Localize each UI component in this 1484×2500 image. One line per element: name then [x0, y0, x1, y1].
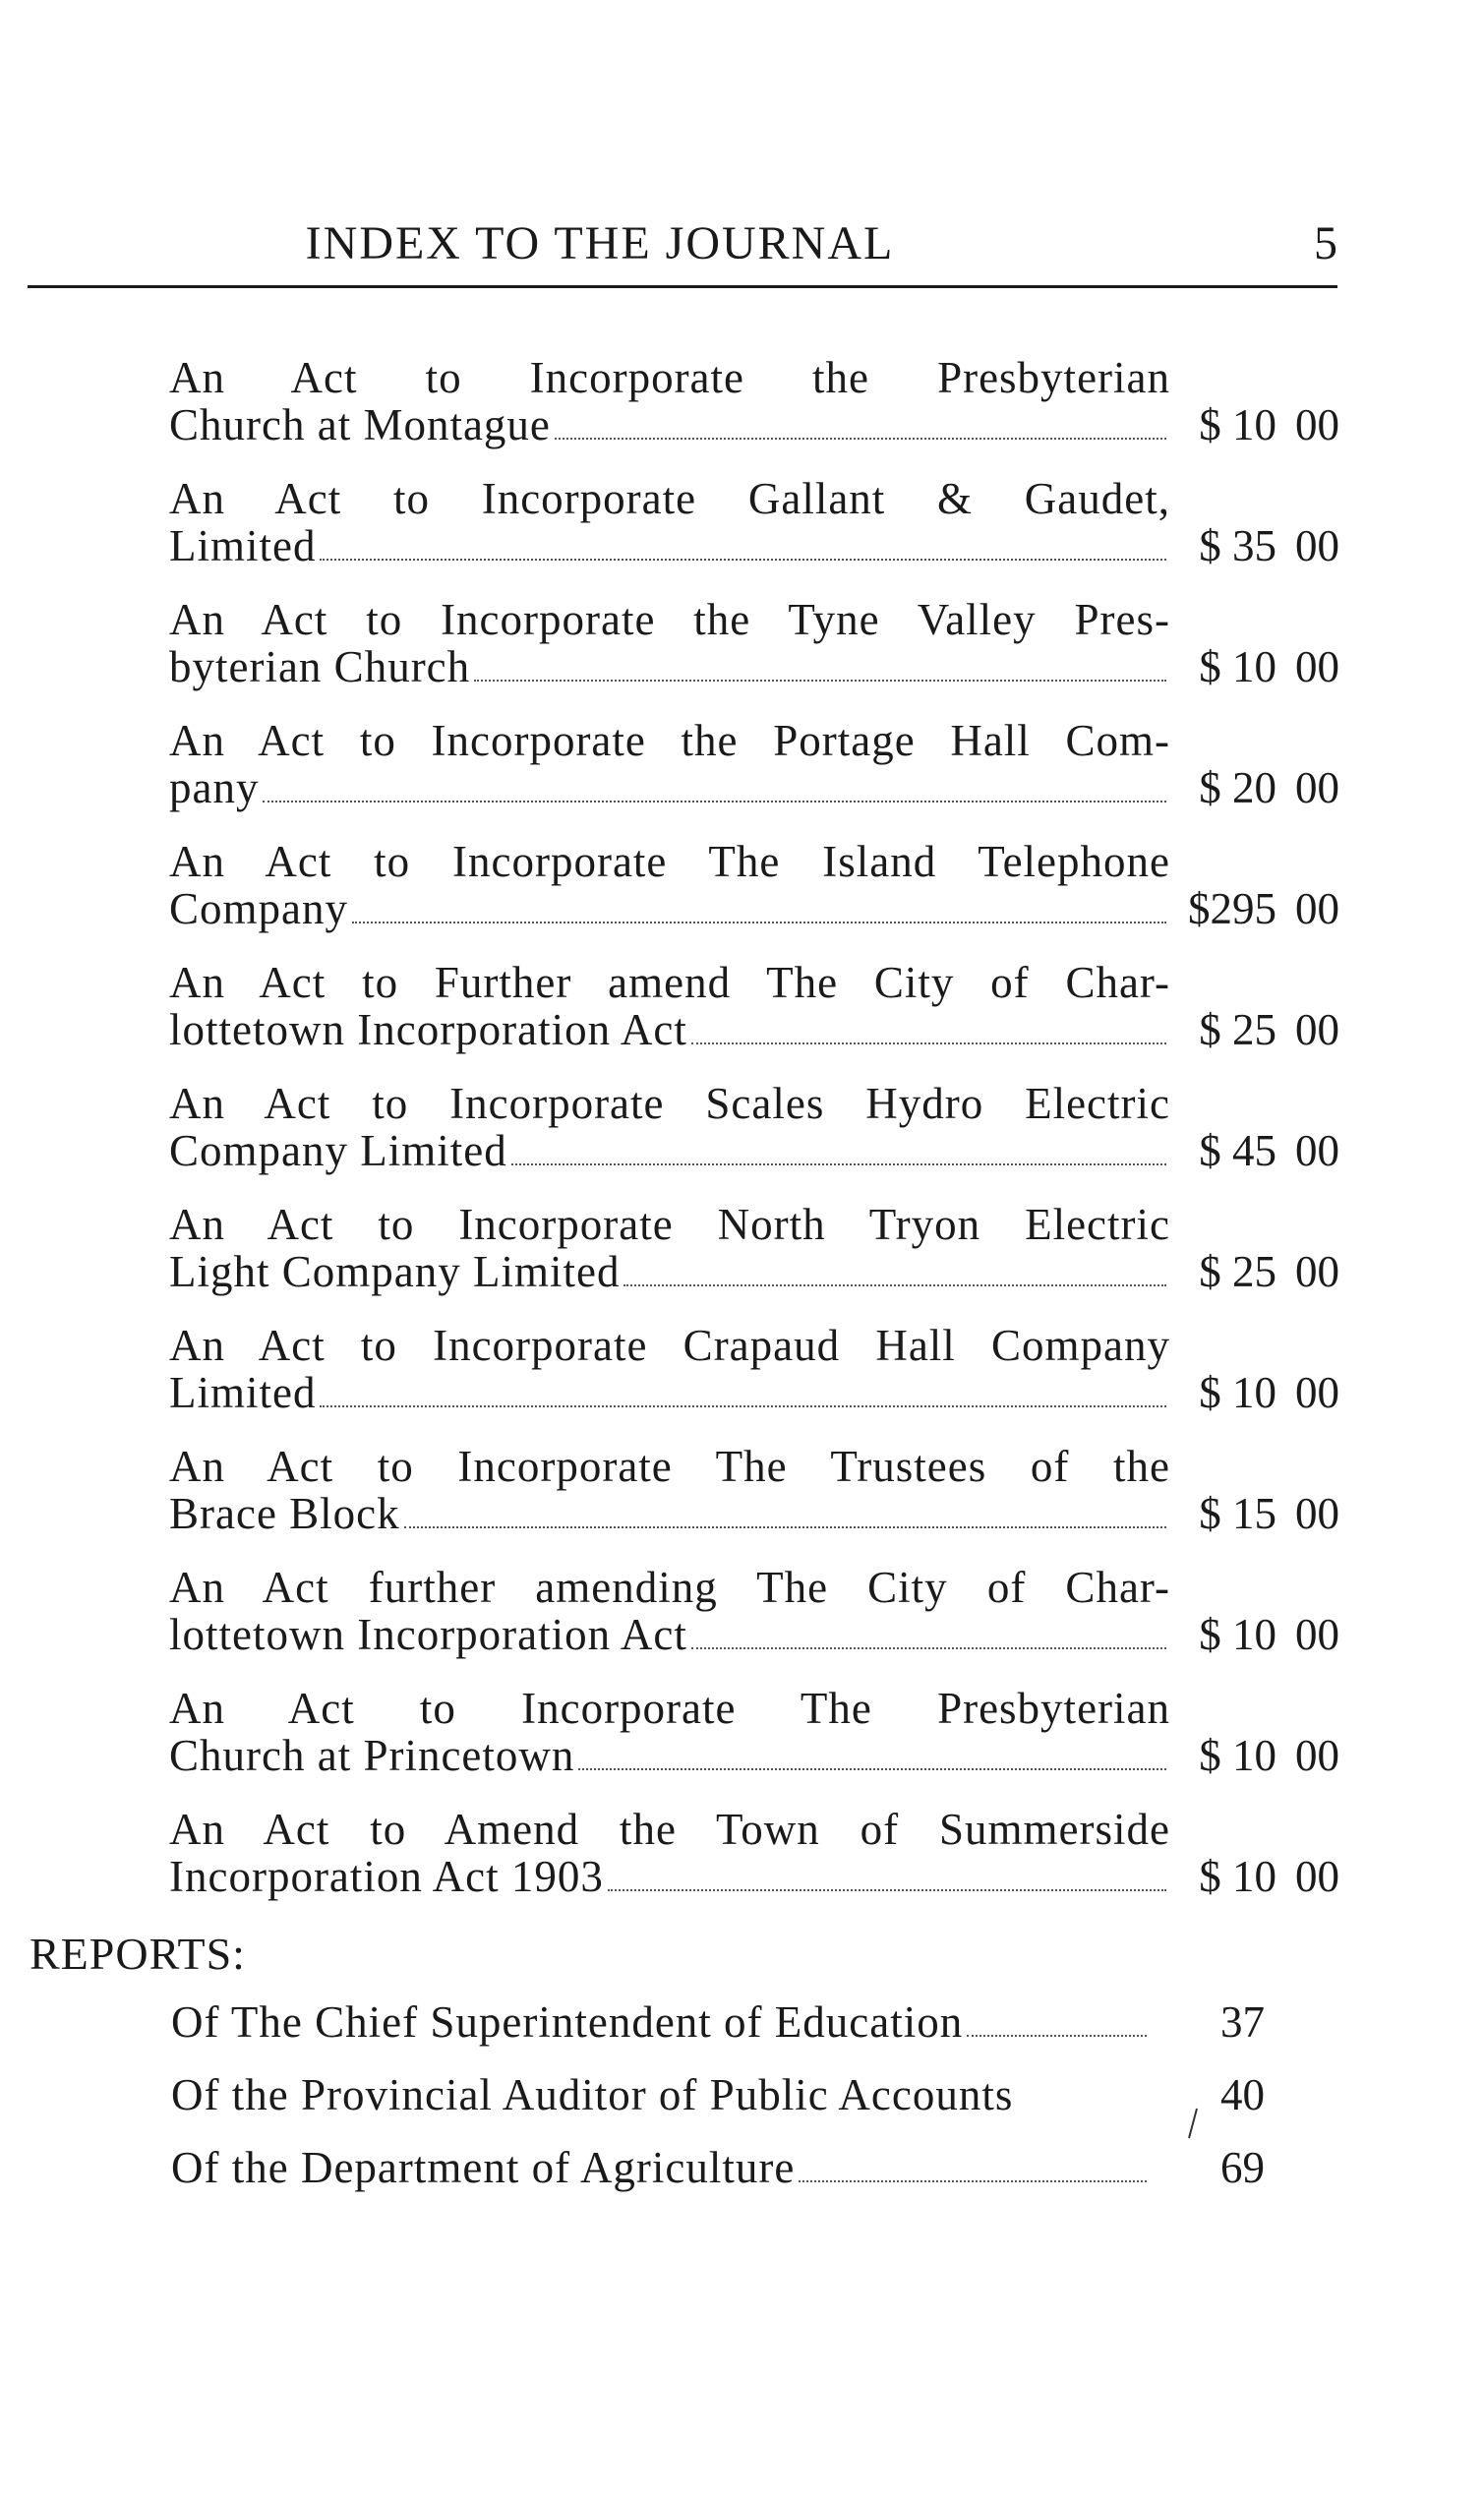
- fee-cents: 00: [1295, 642, 1339, 691]
- act-fee: [1170, 1248, 1339, 1295]
- act-title-line1: An Act to Incorporate Scales Hydro Electric: [169, 1079, 1170, 1128]
- act-title-line2-text: Limited: [169, 521, 317, 570]
- act-fee: [1170, 1611, 1339, 1658]
- act-title-line1: An Act to Amend the Town of Summerside: [169, 1805, 1170, 1854]
- fee-dollars: $ 45: [1199, 1126, 1276, 1175]
- act-entry: [169, 1322, 1339, 1443]
- act-title-line2: [169, 643, 1170, 691]
- act-title-line2: [169, 1006, 1170, 1054]
- act-fee: [1170, 1490, 1339, 1537]
- act-title-line2: [169, 764, 1170, 812]
- fee-cents: 00: [1295, 1489, 1339, 1538]
- report-title: Of the Provincial Auditor of Public Accounts: [171, 2070, 1014, 2119]
- dot-leader: [320, 559, 1166, 561]
- report-row: [171, 2069, 1151, 2120]
- fee-dollars: $ 10: [1199, 400, 1276, 449]
- fee-cents: 00: [1295, 1610, 1339, 1659]
- act-title-line1: An Act to Incorporate The Island Telephone: [169, 837, 1170, 886]
- act-entry: [169, 1685, 1339, 1806]
- report-row: [171, 2142, 1151, 2193]
- act-fee: [1170, 1732, 1339, 1779]
- act-title-line2-text: lottetown Incorporation Act: [169, 1610, 687, 1659]
- dot-leader: [352, 922, 1166, 923]
- act-fee: [1170, 764, 1339, 811]
- dot-leader: [691, 1647, 1166, 1649]
- fee-cents: 00: [1295, 763, 1339, 812]
- dot-leader: [263, 801, 1166, 803]
- page-header: [30, 202, 1337, 280]
- act-fee: [1170, 522, 1339, 569]
- fee-cents: 00: [1295, 1247, 1339, 1296]
- act-title-line2-text: Limited: [169, 1368, 317, 1417]
- fee-cents: 00: [1295, 1126, 1339, 1175]
- dot-leader: [623, 1284, 1166, 1286]
- act-title-line2-text: Brace Block: [169, 1489, 400, 1538]
- act-title-line2-text: Company Limited: [169, 1126, 507, 1175]
- reports-heading: REPORTS:: [30, 1929, 246, 1979]
- act-entry: [169, 475, 1339, 596]
- fee-cents: 00: [1295, 1005, 1339, 1054]
- act-entry: [169, 1080, 1339, 1201]
- act-fee: [1170, 1853, 1339, 1900]
- fee-cents: 00: [1295, 400, 1339, 449]
- act-entry: [169, 1806, 1339, 1927]
- fee-cents: 00: [1295, 1852, 1339, 1901]
- act-title-line2-text: Church at Princetown: [169, 1731, 575, 1780]
- page-number: 5: [1314, 217, 1337, 269]
- report-page-number: 69: [1220, 2143, 1265, 2192]
- fee-dollars: $295: [1188, 884, 1276, 933]
- act-entry: [169, 1201, 1339, 1322]
- header-rule: [28, 285, 1337, 288]
- dot-leader: [511, 1163, 1166, 1165]
- act-entry: [169, 1443, 1339, 1564]
- fee-cents: 00: [1295, 521, 1339, 570]
- dot-leader: [799, 2180, 1147, 2182]
- dot-leader: [578, 1768, 1166, 1770]
- act-title-line2: [169, 401, 1170, 449]
- fee-dollars: $ 15: [1199, 1489, 1276, 1538]
- act-entry: [169, 959, 1339, 1080]
- fee-dollars: $ 25: [1199, 1005, 1276, 1054]
- page-title: INDEX TO THE JOURNAL: [305, 217, 895, 269]
- fee-dollars: $ 20: [1199, 763, 1276, 812]
- fee-cents: 00: [1295, 1731, 1339, 1780]
- dot-leader: [474, 680, 1166, 682]
- reports-list: [171, 1996, 1263, 2215]
- act-title-line1: An Act to Incorporate Crapaud Hall Company: [169, 1321, 1170, 1370]
- act-title-line1: An Act to Incorporate The Presbyterian: [169, 1684, 1170, 1733]
- fee-cents: 00: [1295, 1368, 1339, 1417]
- fee-dollars: $ 10: [1199, 1852, 1276, 1901]
- act-title-line2-text: Incorporation Act 1903: [169, 1852, 604, 1901]
- act-title-line1: An Act to Incorporate Gallant & Gaudet,: [169, 474, 1170, 523]
- act-entry: [169, 838, 1339, 959]
- act-title-line1: An Act to Incorporate the Tyne Valley Pres-: [169, 595, 1170, 644]
- fee-dollars: $ 10: [1199, 1731, 1276, 1780]
- stray-pen-mark: [1183, 2105, 1203, 2144]
- act-title-line2: [169, 1127, 1170, 1175]
- act-fee: [1170, 1127, 1339, 1174]
- dot-leader: [967, 2035, 1147, 2037]
- act-entry: [169, 354, 1339, 475]
- act-title-line1: An Act to Incorporate The Trustees of the: [169, 1442, 1170, 1491]
- report-entry: [171, 2069, 1263, 2142]
- act-title-line2: [169, 885, 1170, 933]
- act-fee: [1170, 885, 1339, 932]
- act-title-line2: [169, 1490, 1170, 1538]
- report-entry: [171, 2142, 1263, 2215]
- act-fee: [1170, 1369, 1339, 1416]
- act-entry: [169, 596, 1339, 717]
- act-title-line1: An Act to Incorporate the Presbyterian: [169, 353, 1170, 402]
- report-title: Of The Chief Superintendent of Education: [171, 1997, 964, 2047]
- fee-dollars: $ 10: [1199, 1610, 1276, 1659]
- fee-dollars: $ 10: [1199, 1368, 1276, 1417]
- act-fee: [1170, 401, 1339, 448]
- dot-leader: [555, 438, 1166, 440]
- fee-dollars: $ 35: [1199, 521, 1276, 570]
- act-entry: [169, 1564, 1339, 1685]
- act-title-line2: [169, 1248, 1170, 1296]
- act-title-line1: An Act to Further amend The City of Char-: [169, 958, 1170, 1007]
- act-title-line2-text: lottetown Incorporation Act: [169, 1005, 687, 1054]
- act-title-line2-text: byterian Church: [169, 642, 471, 691]
- act-title-line1: An Act further amending The City of Char-: [169, 1563, 1170, 1612]
- report-page-number: 40: [1220, 2070, 1265, 2119]
- report-title: Of the Department of Agriculture: [171, 2143, 796, 2192]
- act-title-line2: [169, 522, 1170, 570]
- act-fee: [1170, 1006, 1339, 1053]
- act-title-line2: [169, 1611, 1170, 1659]
- dot-leader: [320, 1405, 1166, 1407]
- act-title-line1: An Act to Incorporate the Portage Hall Com-: [169, 716, 1170, 765]
- dot-leader: [608, 1889, 1166, 1891]
- report-entry: [171, 1996, 1263, 2069]
- act-entry: [169, 717, 1339, 838]
- dot-leader: [691, 1042, 1166, 1044]
- act-title-line2: [169, 1369, 1170, 1417]
- act-title-line2-text: Light Company Limited: [169, 1247, 621, 1296]
- act-title-line2: [169, 1853, 1170, 1901]
- report-page-number: 37: [1220, 1997, 1265, 2047]
- dot-leader: [404, 1526, 1166, 1528]
- act-title-line2: [169, 1732, 1170, 1780]
- fee-dollars: $ 10: [1199, 642, 1276, 691]
- act-title-line2-text: pany: [169, 763, 260, 812]
- fee-cents: 00: [1295, 884, 1339, 933]
- act-fee: [1170, 643, 1339, 690]
- report-row: [171, 1996, 1151, 2048]
- acts-list: [169, 354, 1339, 1927]
- fee-dollars: $ 25: [1199, 1247, 1276, 1296]
- act-title-line2-text: Company: [169, 884, 348, 933]
- act-title-line2-text: Church at Montague: [169, 400, 551, 449]
- act-title-line1: An Act to Incorporate North Tryon Electric: [169, 1200, 1170, 1249]
